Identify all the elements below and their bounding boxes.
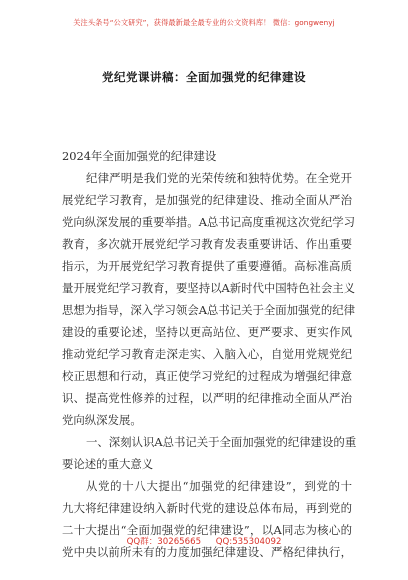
body-line: 教育，多次就开展党纪学习教育发表重要讲话、作出重要 xyxy=(62,237,352,251)
body-line: 推动党纪学习教育走深走实、入脑入心，自觉用党规党纪 xyxy=(62,347,352,361)
body-line: 识、提高党性修养的过程，以严明的纪律推动全面从严治 xyxy=(62,391,352,405)
body-line: 党向纵深发展的重要举措。A总书记高度重视这次党纪学习 xyxy=(62,215,355,229)
body-line: 党中央以前所未有的力度加强纪律建设、严格纪律执行， xyxy=(62,545,352,559)
footer-qq-number: QQ:535304092 xyxy=(215,537,282,547)
body-line: 纪律严明是我们党的光荣传统和独特优势。在全党开 xyxy=(86,171,352,185)
body-line: 建设的重要论述，坚持以更高站位、更严要求、更实作风 xyxy=(62,325,352,339)
body-line: 思想为指导，深入学习领会A总书记关于全面加强党的纪律 xyxy=(62,303,355,317)
body-line: 展党纪学习教育，是加强党的纪律建设、推动全面从严治 xyxy=(62,193,352,207)
body-line: 九大将纪律建设纳入新时代党的建设总体布局，再到党的 xyxy=(62,501,352,515)
body-line: 指示，为开展党纪学习教育提供了重要遵循。高标准高质 xyxy=(62,259,352,273)
section-heading-line: 一、深刻认识A总书记关于全面加强党的纪律建设的重 xyxy=(86,435,357,449)
page-footer xyxy=(0,535,408,547)
body-line: 2024年全面加强党的纪律建设 xyxy=(62,149,217,163)
body-line: 量开展党纪学习教育，要坚持以A新时代中国特色社会主义 xyxy=(62,281,355,295)
section-heading-line: 要论述的重大意义 xyxy=(62,457,154,471)
document-body xyxy=(62,145,357,563)
footer-qq-group: QQ群：30265665 xyxy=(126,537,202,547)
body-line: 从党的十八大提出“加强党的纪律建设”，到党的十 xyxy=(86,479,352,493)
body-line: 校正思想和行动，真正使学习党纪的过程成为增强纪律意 xyxy=(62,369,352,383)
document-title: 党纪党课讲稿：全面加强党的纪律建设 xyxy=(102,70,306,84)
page-header-notice: 关注头条号“公文研究”，获得最新最全最专业的公文资料库！ 微信：gongwenyj xyxy=(73,18,335,27)
body-line: 二十大提出“全面加强党的纪律建设”，以A同志为核心的 xyxy=(62,523,352,537)
body-line: 党向纵深发展。 xyxy=(62,413,142,427)
